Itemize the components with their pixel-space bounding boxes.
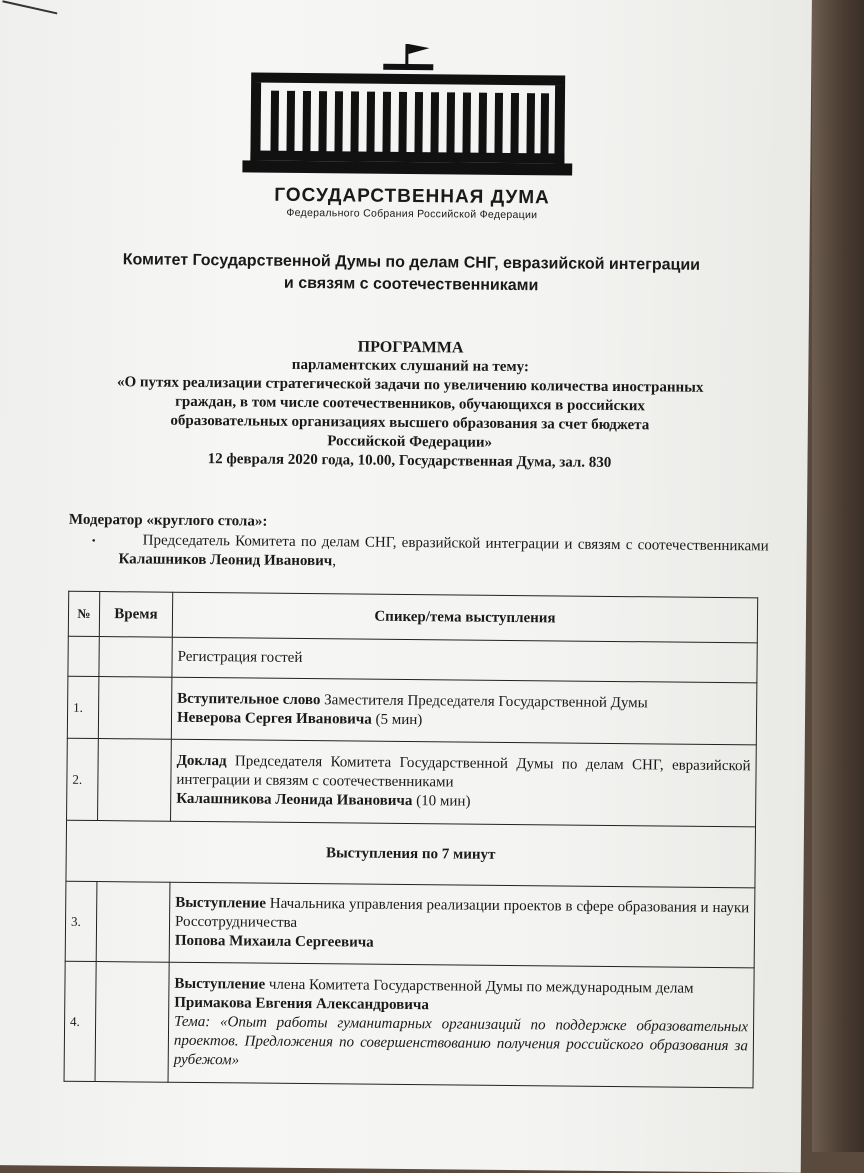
moderator-label: Модератор «круглого стола»: bbox=[68, 511, 268, 530]
table-row bbox=[65, 881, 755, 968]
table-row bbox=[67, 738, 757, 827]
speaker-name: Неверова Сергея Ивановича bbox=[176, 709, 372, 728]
moderator-suffix: , bbox=[332, 553, 337, 570]
cell-num: 3. bbox=[65, 881, 97, 961]
speaker-role: Начальника управления реализации проектов в сфере образования и науки Россотрудничества bbox=[174, 895, 750, 931]
header-time: Время bbox=[99, 592, 172, 638]
committee-line: Комитет Государственной Думы по делам СНГ, евразийской интеграции bbox=[122, 251, 701, 274]
program-table bbox=[64, 591, 759, 1089]
cell-num: 2. bbox=[67, 738, 99, 820]
speech-topic: Тема: «Опыт работы гуманитарных организаций по поддержке образовательных проектов. Предложения по совершенствованию получения российского образования за рубежом» bbox=[173, 1013, 749, 1069]
program-line: Российской Федерации» bbox=[327, 433, 493, 451]
program-block bbox=[69, 335, 750, 475]
speaker-role: члена Комитета Государственной Думы по международным делам bbox=[265, 976, 694, 997]
speech-type: Выступление bbox=[175, 894, 267, 912]
cell-speaker bbox=[169, 882, 755, 968]
program-line: граждан, в том числе соотечественников, обучающихся в российских bbox=[175, 393, 646, 415]
header-num: № bbox=[68, 591, 99, 636]
moderator-block bbox=[68, 512, 769, 576]
cell-registration: Регистрация гостей bbox=[172, 637, 757, 683]
committee-line: и связям с соотечественниками bbox=[283, 274, 539, 295]
program-date-line: 12 февраля 2020 года, 10.00, Государственная Дума, зал. 830 bbox=[207, 451, 612, 471]
speaker-role: Заместителя Председателя Государственной Думы bbox=[320, 691, 648, 711]
speech-type: Вступительное слово bbox=[177, 690, 321, 708]
pen-mark bbox=[2, 0, 57, 14]
org-title: ГОСУДАРСТВЕННАЯ ДУМА bbox=[274, 184, 550, 209]
cell-speaker bbox=[171, 677, 757, 745]
speaker-role: Председателя Комитета Государственной Думы по делам СНГ, евразийской интеграции и связям с соотечественниками bbox=[176, 753, 751, 791]
cell-speaker bbox=[171, 739, 757, 827]
table-header-row bbox=[68, 591, 757, 643]
program-line: парламентских слушаний на тему: bbox=[291, 356, 530, 376]
program-line: образовательных организациях высшего образования за счет бюджета bbox=[170, 412, 650, 434]
cell-time bbox=[99, 637, 172, 678]
cell-num bbox=[68, 636, 99, 676]
table-row bbox=[68, 636, 757, 683]
bullet-icon: • bbox=[91, 534, 96, 548]
speaker-name: Примакова Евгения Александровича bbox=[174, 994, 429, 1014]
table-row bbox=[67, 676, 757, 745]
speech-duration: (5 мин) bbox=[371, 711, 423, 728]
cell-time bbox=[98, 739, 172, 822]
moderator-role: Председатель Комитета по делам СНГ, евразийской интеграции и связям с соотечественниками bbox=[142, 532, 769, 555]
section-title: Выступления по 7 минут bbox=[66, 820, 756, 888]
program-line: «О путях реализации стратегической задачи по увеличению количества иностранных bbox=[116, 374, 704, 396]
cell-time bbox=[95, 962, 169, 1083]
cell-num: 4. bbox=[64, 961, 96, 1081]
moderator-text bbox=[118, 531, 768, 575]
org-subtitle: Федерального Собрания Российской Федерации bbox=[286, 206, 538, 222]
cell-speaker bbox=[168, 962, 754, 1088]
moderator-item bbox=[68, 531, 768, 576]
table-row bbox=[64, 961, 754, 1088]
cell-time bbox=[96, 882, 170, 963]
program-heading: ПРОГРАММА bbox=[357, 338, 464, 357]
speaker-name: Попова Михаила Сергеевича bbox=[174, 932, 374, 951]
speech-type: Выступление bbox=[174, 975, 266, 993]
background-desk bbox=[812, 0, 864, 1152]
moderator-name: Калашников Леонид Иванович bbox=[118, 551, 333, 570]
cell-num: 1. bbox=[67, 676, 99, 738]
cell-time bbox=[98, 677, 172, 740]
committee-title bbox=[81, 249, 741, 299]
speech-type: Доклад bbox=[176, 752, 227, 770]
header-speaker: Спикер/тема выступления bbox=[172, 592, 757, 643]
speaker-name: Калашникова Леонида Ивановича bbox=[176, 790, 413, 810]
section-row bbox=[66, 820, 756, 888]
speech-duration: (10 мин) bbox=[412, 793, 471, 810]
